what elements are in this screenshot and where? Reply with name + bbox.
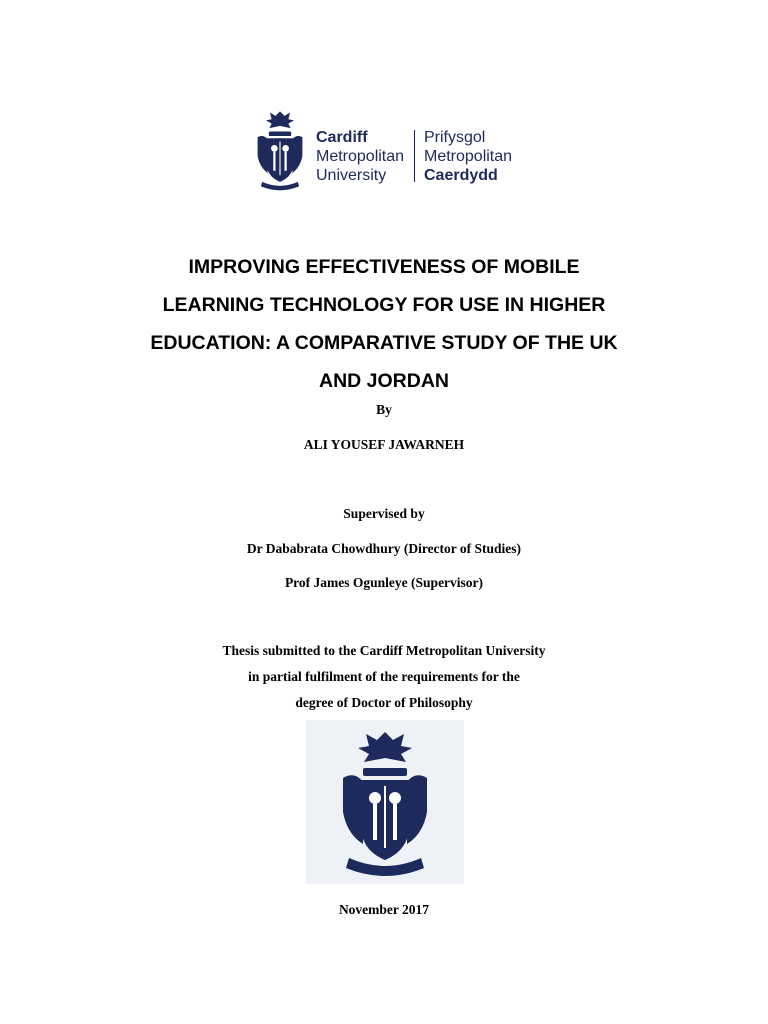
supervisor-line: Dr Dababrata Chowdhury (Director of Studies): [246, 541, 522, 556]
supervised-label: Supervised by: [343, 506, 425, 521]
submission-line: in partial fulfilment of the requirements for the: [248, 669, 520, 684]
title-line: LEARNING TECHNOLOGY FOR USE IN HIGHER: [162, 294, 606, 316]
supervisor-line: Prof James Ogunleye (Supervisor): [284, 575, 484, 590]
logo-line: Metropolitan: [424, 148, 513, 165]
logo-line: Prifysgol: [424, 129, 486, 146]
submission-line: degree of Doctor of Philosophy: [295, 695, 473, 710]
submission-line: Thesis submitted to the Cardiff Metropolitan University: [222, 643, 546, 658]
university-logo: [248, 100, 528, 200]
title-line: IMPROVING EFFECTIVENESS OF MOBILE: [188, 256, 580, 278]
logo-text-english: [316, 128, 404, 185]
logo-line: Caerdydd: [424, 167, 498, 184]
by-label: By: [376, 402, 392, 417]
crest-image: [306, 720, 464, 884]
university-crest-icon: [252, 108, 308, 192]
logo-text-welsh: [424, 128, 512, 185]
logo-divider: [414, 130, 415, 182]
title-line: AND JORDAN: [318, 370, 449, 392]
logo-line: Metropolitan: [316, 148, 405, 165]
logo-line: University: [316, 167, 387, 184]
submission-date: November 2017: [338, 902, 430, 917]
logo-line: Cardiff: [316, 129, 368, 146]
title-line: EDUCATION: A COMPARATIVE STUDY OF THE UK: [150, 332, 618, 354]
university-crest-icon: [335, 728, 435, 878]
thesis-title: [90, 248, 678, 400]
author-name: ALI YOUSEF JAWARNEH: [303, 437, 465, 452]
